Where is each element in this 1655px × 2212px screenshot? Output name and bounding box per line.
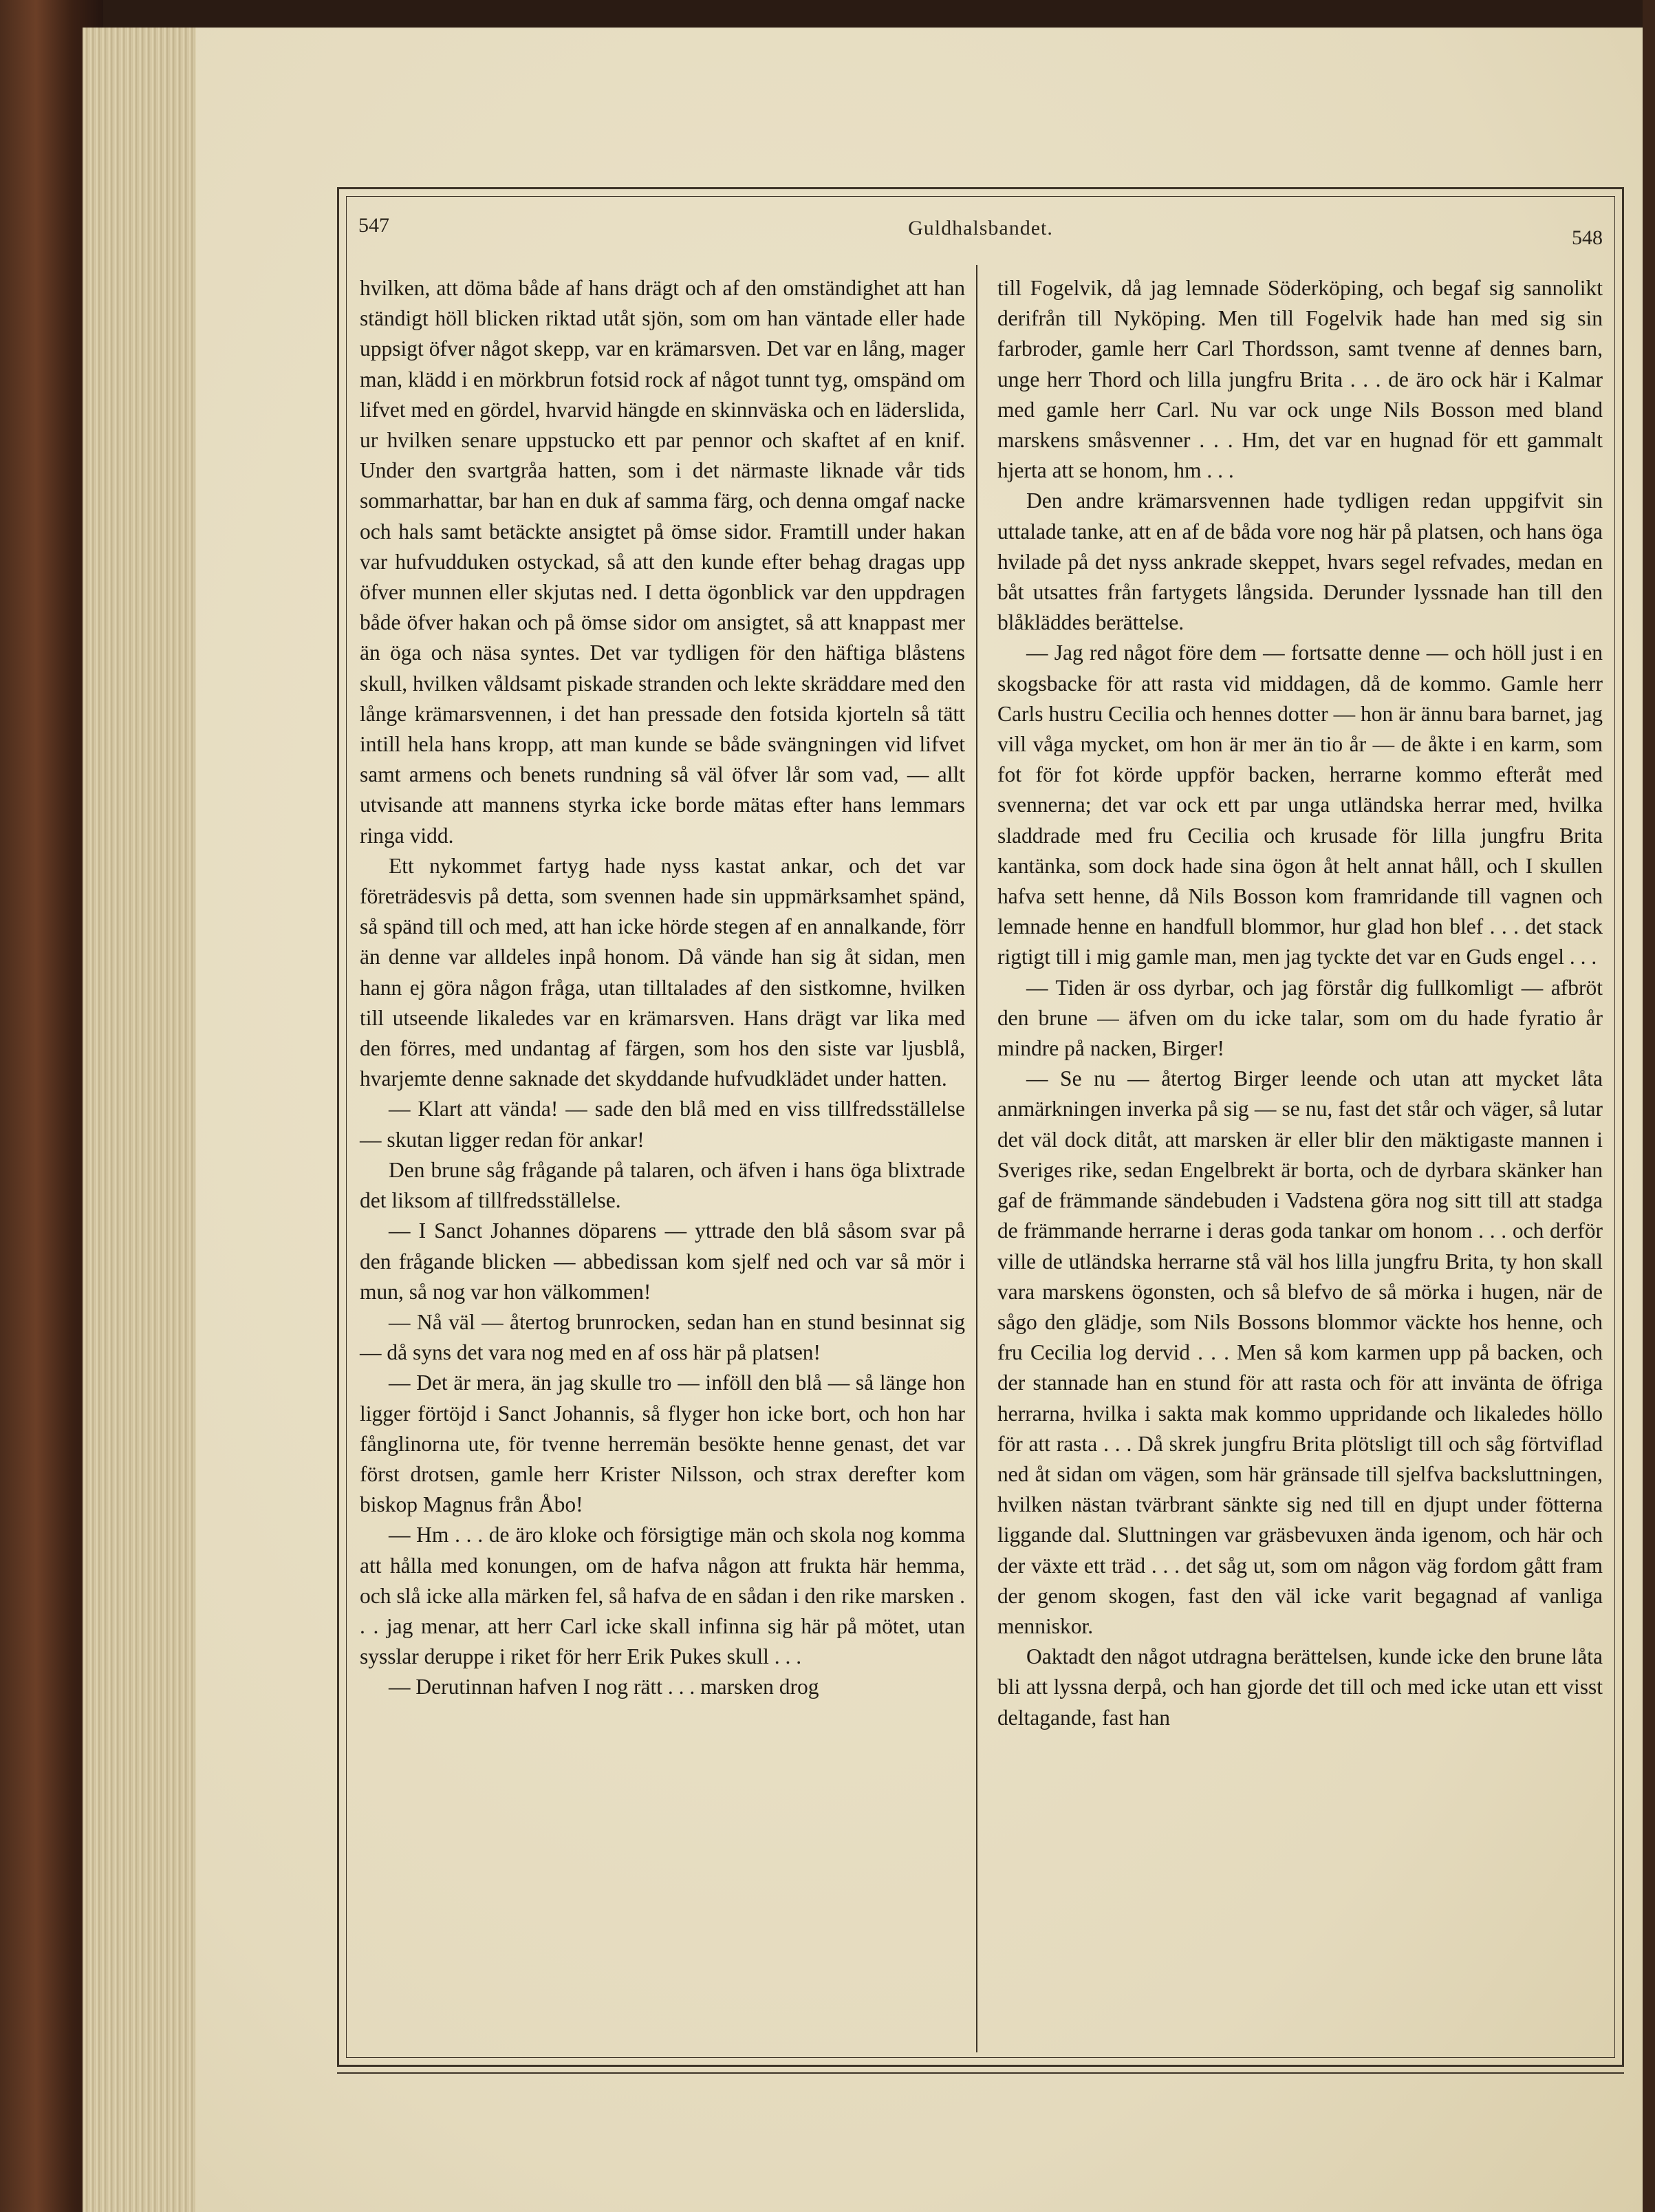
book-edge-right bbox=[1643, 0, 1655, 2212]
paragraph: — I Sanct Johannes döparens — yttrade den blå såsom svar på den frågande blicken — abbedissan kom sjelf ned och var så mör i mun, så nog var hon välkommen! bbox=[360, 1218, 965, 1304]
paragraph: — Hm . . . de äro kloke och försigtige män och skola nog komma att hålla med konungen, om de hafva någon att frukta här hemma, och slå icke alla märken fel, så hafva de en sådan i den rike marsken . . . jag menar, att herr Carl icke skall infinna sig här på mötet, utan sysslar deruppe i riket för herr Erik Pukes skull . . . bbox=[360, 1523, 965, 1669]
left-column bbox=[360, 273, 965, 1703]
paragraph: Oaktadt den något utdragna berättelsen, kunde icke den brune låta bli att lyssna derpå, och han gjorde det till och med icke utan ett visst deltagande, fast han bbox=[997, 1644, 1603, 1730]
column-divider bbox=[976, 265, 977, 2052]
paragraph: — Klart att vända! — sade den blå med en viss tillfredsställelse — skutan ligger redan för ankar! bbox=[360, 1097, 965, 1152]
page-number-right: 548 bbox=[1572, 226, 1603, 249]
paragraph: Den andre krämarsvennen hade tydligen redan uppgifvit sin uttalade tanke, att en af de båda vore nog här på platsen, och hans öga hvilade på det nyss ankrade skeppet, hvars segel refvades, medan en båt utsattes från fartygets långsida. Derunder lyssnade han till den blåkläddes berättelse. bbox=[997, 488, 1603, 635]
book-page bbox=[196, 28, 1643, 2212]
paragraph: — Det är mera, än jag skulle tro — inföll den blå — så länge hon ligger förtöjd i Sanct Johannis, så flyger hon icke bort, och hon har fånglinorna ute, för tvenne herremän besökte henne genast, det var först drotsen, gamle herr Krister Nilsson, och strax derefter kom biskop Magnus från Åbo! bbox=[360, 1371, 965, 1517]
paragraph: till Fogelvik, då jag lemnade Söderköping, och begaf sig sannolikt derifrån till Nyköping. Men till Fogelvik hade han med sig sin farbroder, gamle herr Carl Thordsson, samt tvenne af dennes barn, unge herr Thord och lilla jungfru Brita . . . de äro ock här i Kalmar med gamle herr Carl. Nu var ock unge Nils Bosson med bland marskens småsvenner . . . Hm, det var en hugnad för ett gammalt hjerta att se honom, hm . . . bbox=[997, 276, 1603, 483]
paragraph: — Se nu — återtog Birger leende och utan att mycket låta anmärkningen inverka på sig — se nu, fast det står och väger, så lutar det väl dock ditåt, att marsken är eller blir den mäktigaste mannen i Sveriges rike, sedan Engelbrekt är borta, och de dyrbara skänker han gaf de främmande sändebuden i Vadstena göra nog sitt till att stadga de främmande herrarne i deras goda tankar om honom . . . och derför ville de utländska herrarne stå väl hos lilla jungfru Brita, ty hon skall vara marskens ögonsten, och så blefvo de så mörka i hugen, när de sågo den glädje, som Nils Bossons blommor väckte hos henne, och fru Cecilia log dervid . . . Men så kom karmen upp på backen, och der stannade han en stund för att rasta och för att invänta de öfriga herrarna, hvilka i sakta mak kommo uppridande och likaledes höllo för att rasta . . . Då skrek jungfru Brita plötsligt till och såg förtviflad ned åt sidan om vägen, som här gränsade till sjelfva backsluttningen, hvilken nästan tvärbrant sänkte sig ned till en djupt under fötterna liggande dal. Sluttningen var gräsbevuxen ända igenom, och här och der växte ett träd . . . det såg ut, som om någon väg fordom gått fram der genom skogen, fast den väl icke varit begagnad af vanliga menniskor. bbox=[997, 1066, 1603, 1638]
page-header bbox=[339, 214, 1622, 255]
bottom-rule bbox=[337, 2072, 1624, 2074]
right-column bbox=[997, 273, 1603, 1733]
paragraph: hvilken, att döma både af hans drägt och af den omständighet att han ständigt höll blicken riktad utåt sjön, som om han väntade eller hade uppsigt öfver något skepp, var en krämarsven. Det var en lång, mager man, klädd i en mörkbrun fotsid rock af något tunnt tyg, omspänd om lifvet med en gördel, hvarvid hängde en skinnväska och en läderslida, ur hvilken senare uppstucko ett par pennor och skaftet af en knif. Under den svartgråa hatten, som i det närmaste liknade vår tids sommarhattar, bar han en duk af samma färg, och denna omgaf nacke och hals samt betäckte ansigtet på ömse sidor. Framtill under hakan var hufvudduken ostyckad, så att den kunde efter behag dragas upp öfver munnen eller skjutas ned. I detta ögonblick var den uppdragen både öfver hakan och på ömse sidor om ansigtet, så att knappast mer än öga och näsa syntes. Det var tydligen för den häftiga blåstens skull, hvilken våldsamt piskade stranden och lekte skräddare med den långe krämarsvennen, i det han pressade den fotsida kjorteln så tätt intill hela hans kropp, att man kunde se både svängningen vid lifvet samt armens och benets rundning så väl öfver lår som vad, — allt utvisande att mannens styrka icke borde mätas efter hans lemmars ringa vidd. bbox=[360, 276, 966, 848]
paragraph: — Nå väl — återtog brunrocken, sedan han en stund besinnat sig — då syns det vara nog med en af oss här på platsen! bbox=[360, 1309, 965, 1365]
paragraph: Den brune såg frågande på talaren, och äfven i hans öga blixtrade det liksom af tillfredsställelse. bbox=[360, 1157, 965, 1213]
paragraph: — Tiden är oss dyrbar, och jag förstår dig fullkomligt — afbröt den brune — äfven om du icke talar, som om du hade fyratio år mindre på nacken, Birger! bbox=[997, 975, 1603, 1061]
paragraph: Ett nykommet fartyg hade nyss kastat ankar, och det var företrädesvis på detta, som svennen hade sin uppmärksamhet spänd, så spänd till och med, att han icke hörde stegen af en annalkande, förr än denne var alldeles inpå honom. Då vände han sig åt sidan, men hann ej göra någon fråga, utan tilltalades af den sistkomne, hvilken till utseende likaledes var en krämarsven. Hans drägt var lika med den förres, med undantag af färgen, som hos den siste var ljusblå, hvarjemte denne saknade det skyddande hufvudklädet under hatten. bbox=[360, 853, 965, 1091]
text-frame bbox=[337, 187, 1624, 2067]
running-title: Guldhalsbandet. bbox=[908, 217, 1053, 239]
paragraph: — Derutinnan hafven I nog rätt . . . marsken drog bbox=[389, 1675, 819, 1699]
paragraph: — Jag red något före dem — fortsatte denne — och höll just i en skogsbacke för att rasta vid middagen, då de kommo. Gamle herr Carls hustru Cecilia och hennes dotter — hon är ännu bara barnet, jag vill våga mycket, om hon är mer än tio år — de åkte i en karm, som fot för fot körde uppför backen, herrarne kommo efteråt med svennerna; det var ock ett par unga utländska herrar med, hvilka sladdrade med fru Cecilia och krusade för lilla jungfru Brita kantänka, som dock hade sina ögon åt helt annat håll, och I skullen hafva sett henne, då Nils Bosson kom framridande till vagnen och lemnade henne en handfull blommor, hur glad hon blef . . . det stack rigtigt till i mig gamle man, men jag tyckte det var en Guds engel . . . bbox=[997, 641, 1603, 969]
page-number-left: 547 bbox=[358, 214, 389, 237]
page-edges bbox=[83, 28, 203, 2212]
